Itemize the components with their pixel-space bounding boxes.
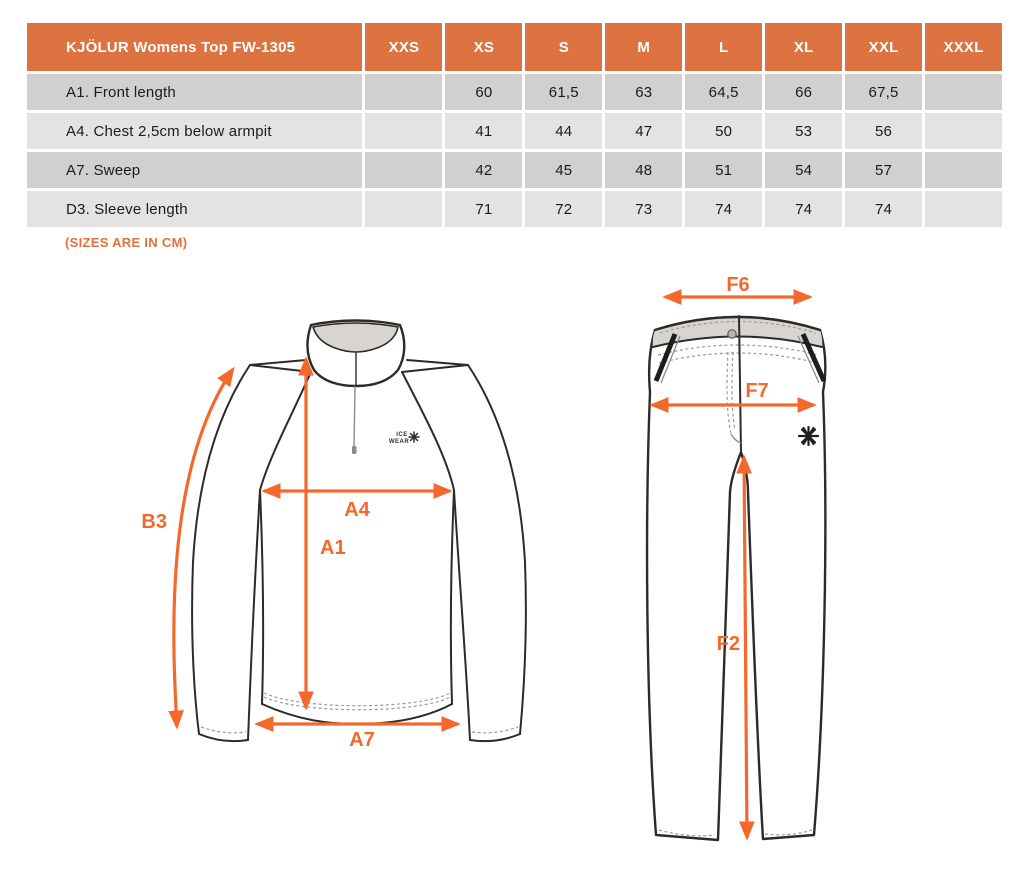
- measurement-label-a1: A1: [320, 537, 346, 559]
- size-header-s: S: [525, 23, 602, 71]
- size-header-xxl: XXL: [845, 23, 922, 71]
- measurement-label-b3: B3: [141, 511, 167, 533]
- size-value-cell: 63: [605, 74, 682, 110]
- measurement-label-f6: F6: [726, 274, 750, 296]
- snowflake-icon: [409, 432, 419, 442]
- measurement-label-a4: A4: [344, 499, 370, 521]
- size-value-cell: 61,5: [525, 74, 602, 110]
- snowflake-icon: [799, 427, 818, 445]
- size-header-m: M: [605, 23, 682, 71]
- size-value-cell: 51: [685, 152, 762, 188]
- size-value-cell: 66: [765, 74, 842, 110]
- size-value-cell: 72: [525, 191, 602, 227]
- size-value-cell: 67,5: [845, 74, 922, 110]
- icewear-logo: [389, 432, 419, 445]
- size-header-xxxl: XXXL: [925, 23, 1002, 71]
- pants-sketch: [647, 316, 825, 840]
- row-label: A1. Front length: [27, 74, 362, 110]
- size-value-cell: 45: [525, 152, 602, 188]
- size-value-cell: 56: [845, 113, 922, 149]
- size-header-l: L: [685, 23, 762, 71]
- waist-button: [728, 330, 736, 338]
- zipper-pull: [352, 446, 357, 454]
- size-value-cell: 74: [845, 191, 922, 227]
- measurement-label-a7: A7: [349, 729, 375, 751]
- size-header-xl: XL: [765, 23, 842, 71]
- arrow-f2: [744, 457, 747, 838]
- size-value-cell: 64,5: [685, 74, 762, 110]
- size-header-xs: XS: [445, 23, 522, 71]
- size-value-cell: 73: [605, 191, 682, 227]
- arrow-b3: [174, 369, 233, 727]
- measurement-label-f7: F7: [745, 380, 769, 402]
- size-value-cell: 48: [605, 152, 682, 188]
- row-label: A4. Chest 2,5cm below armpit: [27, 113, 362, 149]
- size-value-cell: 74: [685, 191, 762, 227]
- chart-title: KJÖLUR Womens Top FW-1305: [27, 23, 362, 71]
- womens-top-sketch: [192, 321, 526, 742]
- row-label: A7. Sweep: [27, 152, 362, 188]
- measurement-label-f2: F2: [716, 633, 740, 655]
- row-label: D3. Sleeve length: [27, 191, 362, 227]
- sizes-note: (SIZES ARE IN CM): [65, 235, 188, 250]
- logo-line-2: WEAR: [388, 439, 410, 445]
- size-value-cell: 54: [765, 152, 842, 188]
- size-value-cell: 60: [445, 74, 522, 110]
- pants-outline: [647, 317, 825, 840]
- size-value-cell: 53: [765, 113, 842, 149]
- logo-line-1: ICE: [396, 432, 408, 438]
- size-value-cell: 57: [845, 152, 922, 188]
- size-value-cell: 44: [525, 113, 602, 149]
- size-value-cell: 42: [445, 152, 522, 188]
- size-value-cell: 50: [685, 113, 762, 149]
- size-value-cell: 47: [605, 113, 682, 149]
- size-value-cell: 71: [445, 191, 522, 227]
- size-value-cell: 74: [765, 191, 842, 227]
- size-header-xxs: XXS: [365, 23, 442, 71]
- size-value-cell: 41: [445, 113, 522, 149]
